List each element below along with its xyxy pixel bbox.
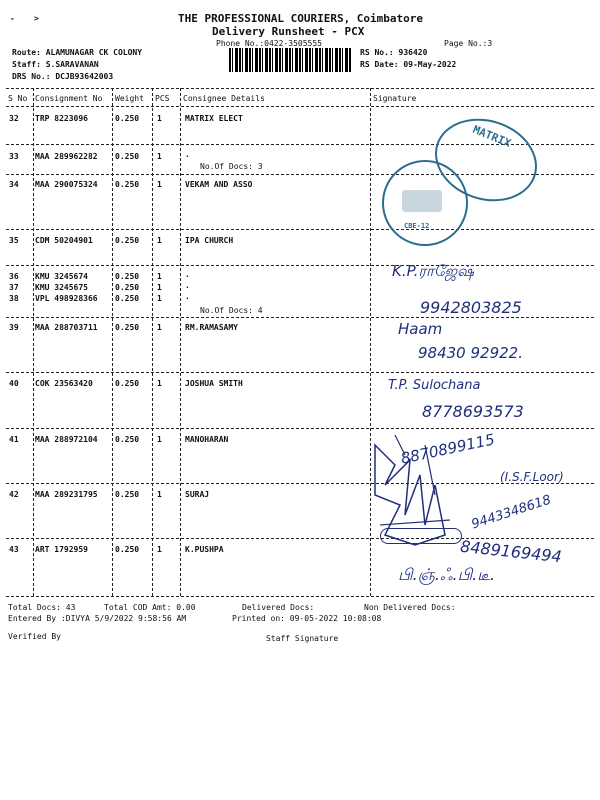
row-sno: 40 — [9, 379, 19, 388]
row-pcs: 1 — [157, 294, 162, 303]
row-pcs: 1 — [157, 114, 162, 123]
row-consignee: K.PUSHPA — [185, 545, 224, 554]
seal-label: CBE-12 — [404, 222, 430, 230]
row-consignee: RM.RAMASAMY — [185, 323, 238, 332]
row-rule — [6, 428, 594, 429]
row-sno: 42 — [9, 490, 19, 499]
row-pcs: 1 — [157, 545, 162, 554]
row-rule — [6, 372, 594, 373]
row-pcs: 1 — [157, 283, 162, 292]
col-divider — [33, 88, 34, 596]
printed-on: Printed on: 09-05-2022 10:08:08 — [232, 614, 382, 623]
row-rule — [6, 538, 594, 539]
signature-name: T.P. Sulochana — [388, 378, 481, 393]
runsheet-title: Delivery Runsheet - PCX — [212, 25, 365, 38]
header-mark: - — [10, 14, 15, 23]
signature-phone: 8870899115 — [399, 430, 497, 468]
route: Route: ALAMUNAGAR CK COLONY — [12, 48, 143, 57]
row-consignment: MAA 288703711 — [35, 323, 98, 332]
row-rule — [6, 317, 594, 318]
signature-phone: 8489169494 — [459, 536, 563, 567]
staff-signature: Staff Signature — [266, 634, 339, 643]
row-consignee: . — [185, 150, 190, 159]
col-sno: S No — [8, 94, 28, 103]
phone-number: Phone No.:0422-3505555 — [216, 39, 322, 48]
row-weight: 0.250 — [115, 236, 140, 245]
row-consignee: . — [185, 292, 190, 301]
row-pcs: 1 — [157, 152, 162, 161]
row-weight: 0.250 — [115, 545, 140, 554]
col-consignee: Consignee Details — [183, 94, 265, 103]
row-consignee: MANOHARAN — [185, 435, 229, 444]
signature-name: K.P.ராஜேஷ் — [392, 262, 474, 280]
barcode — [229, 48, 352, 72]
row-weight: 0.250 — [115, 272, 140, 281]
row-sno: 41 — [9, 435, 19, 444]
staff: Staff: S.SARAVANAN — [12, 60, 99, 69]
row-sno: 43 — [9, 545, 19, 554]
row-weight: 0.250 — [115, 323, 140, 332]
row-sno: 39 — [9, 323, 19, 332]
row-weight: 0.250 — [115, 283, 140, 292]
row-consignment: KMU 3245675 — [35, 283, 88, 292]
total-docs: Total Docs: 43 — [8, 603, 76, 612]
row-consignment: MAA 288972104 — [35, 435, 98, 444]
signature-oval — [380, 528, 462, 544]
row-consignment: MAA 290075324 — [35, 180, 98, 189]
delivered-docs: Delivered Docs: — [242, 603, 315, 612]
page-number: Page No.:3 — [444, 39, 493, 48]
row-pcs: 1 — [157, 379, 162, 388]
row-consignment: MAA 289231795 — [35, 490, 98, 499]
row-weight: 0.250 — [115, 180, 140, 189]
row-consignment: ART 1792959 — [35, 545, 88, 554]
row-sno: 33 — [9, 152, 19, 161]
row-rule — [6, 596, 594, 597]
row-doc-count: No.Of Docs: 4 — [200, 306, 263, 315]
row-consignment: CDM 50204901 — [35, 236, 93, 245]
row-pcs: 1 — [157, 236, 162, 245]
row-rule — [6, 265, 594, 266]
col-signature: Signature — [373, 94, 417, 103]
non-delivered-docs: Non Delivered Docs: — [364, 603, 456, 612]
signature-note: (I.S.F.Loor) — [500, 470, 564, 484]
row-sno: 34 — [9, 180, 19, 189]
signature-mark: Haam — [398, 320, 443, 338]
col-divider — [152, 88, 153, 596]
row-consignment: TRP 8223096 — [35, 114, 88, 123]
col-divider — [112, 88, 113, 596]
stamp-label: MATRIX — [471, 123, 513, 150]
row-consignment: COK 23563420 — [35, 379, 93, 388]
verified-by: Verified By — [8, 632, 61, 641]
signature-phone: 9443348618 — [469, 492, 554, 533]
row-weight: 0.250 — [115, 114, 140, 123]
row-consignee: IPA CHURCH — [185, 236, 234, 245]
row-consignee: . — [185, 281, 190, 290]
row-weight: 0.250 — [115, 379, 140, 388]
col-weight: Weight — [115, 94, 144, 103]
col-consignment: Consignment No — [35, 94, 103, 103]
total-cod: Total COD Amt: 0.00 — [104, 603, 196, 612]
signature-phone: 98430 92922. — [418, 344, 523, 362]
row-weight: 0.250 — [115, 294, 140, 303]
header-top-rule — [6, 88, 594, 89]
row-sno: 37 — [9, 283, 19, 292]
row-sno: 35 — [9, 236, 19, 245]
row-consignment: VPL 498928366 — [35, 294, 98, 303]
col-divider — [180, 88, 181, 596]
col-pcs: PCS — [155, 94, 170, 103]
row-consignee: VEKAM AND ASSO — [185, 180, 253, 189]
row-weight: 0.250 — [115, 152, 140, 161]
row-consignment: KMU 3245674 — [35, 272, 88, 281]
entered-by: Entered By :DIVYA 5/9/2022 9:58:56 AM — [8, 614, 187, 623]
row-pcs: 1 — [157, 490, 162, 499]
row-sno: 36 — [9, 272, 19, 281]
row-pcs: 1 — [157, 435, 162, 444]
row-rule — [6, 229, 594, 230]
signature-initials: பி.ஞ்.ஃ.பி.டீ. — [398, 565, 496, 584]
row-doc-count: No.Of Docs: 3 — [200, 162, 263, 171]
row-pcs: 1 — [157, 323, 162, 332]
signature-phone: 9942803825 — [420, 298, 522, 317]
row-consignee: JOSHUA SMITH — [185, 379, 243, 388]
row-consignee: . — [185, 270, 190, 279]
rs-date: RS Date: 09-May-2022 — [360, 60, 457, 69]
row-consignment: MAA 289962282 — [35, 152, 98, 161]
drs-number: DRS No.: DCJB93642003 — [12, 72, 114, 81]
row-consignee: SURAJ — [185, 490, 210, 499]
stamp-blot — [402, 190, 442, 212]
row-consignee: MATRIX ELECT — [185, 114, 243, 123]
header-mark2: > — [34, 14, 39, 23]
rs-number: RS No.: 936420 — [360, 48, 428, 57]
signature-phone: 8778693573 — [422, 402, 524, 421]
row-sno: 32 — [9, 114, 19, 123]
row-weight: 0.250 — [115, 435, 140, 444]
row-pcs: 1 — [157, 180, 162, 189]
row-pcs: 1 — [157, 272, 162, 281]
row-weight: 0.250 — [115, 490, 140, 499]
company-title: THE PROFESSIONAL COURIERS, Coimbatore — [178, 12, 424, 25]
header-bottom-rule — [6, 106, 594, 107]
row-sno: 38 — [9, 294, 19, 303]
